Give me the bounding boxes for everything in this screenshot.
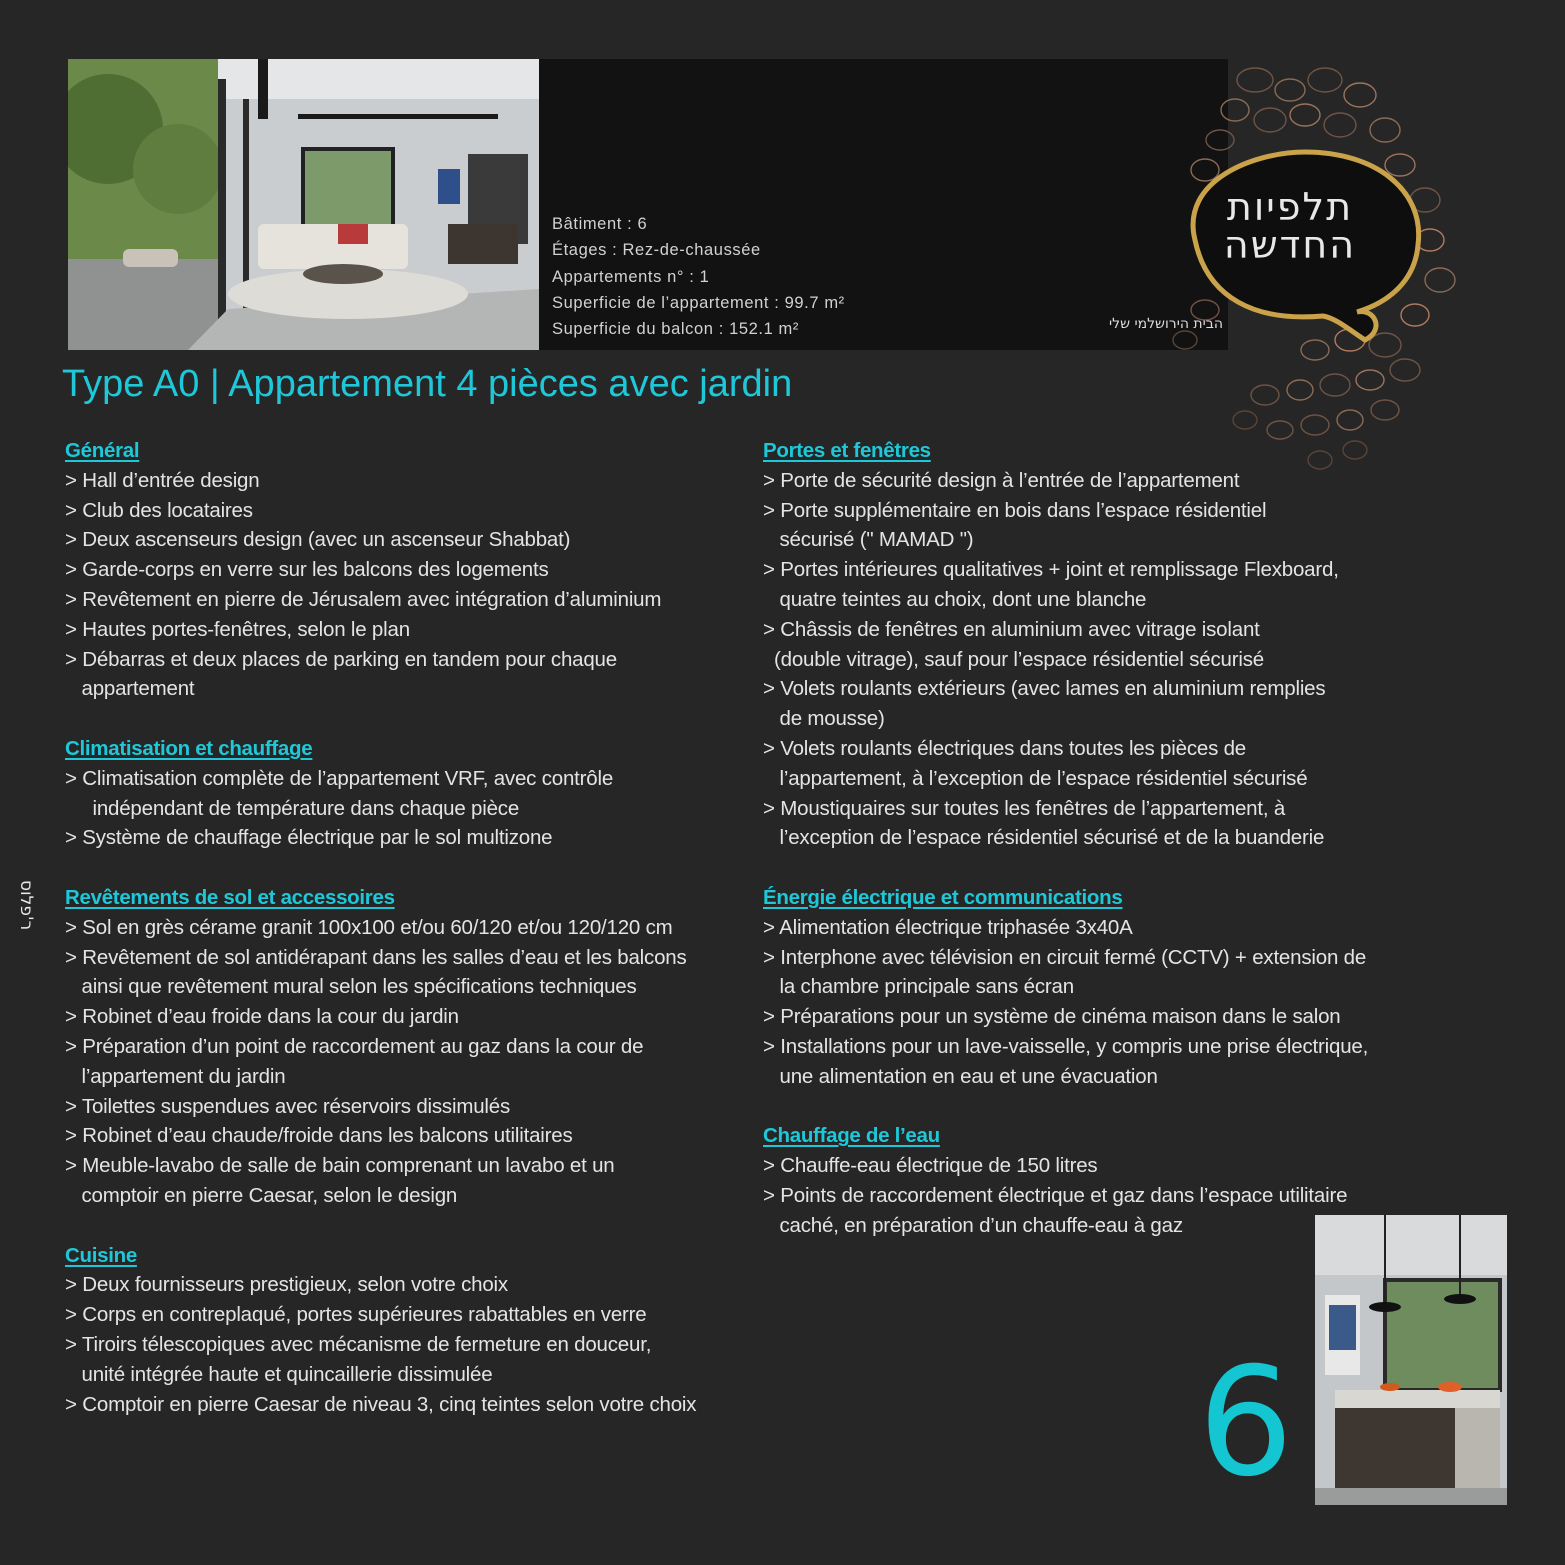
- list-item: > Châssis de fenêtres en aluminium avec vitrage isolant: [763, 617, 1260, 641]
- list-item: ainsi que revêtement mural selon les spécifications techniques: [65, 975, 637, 999]
- list-item: > Chauffe-eau électrique de 150 litres: [763, 1154, 1098, 1178]
- list-item: caché, en préparation d’un chauffe-eau à gaz: [763, 1213, 1183, 1237]
- list-item: > Installations pour un lave-vaisselle, y compris une prise électrique,: [763, 1034, 1369, 1058]
- list-item: > Points de raccordement électrique et gaz dans l’espace utilitaire: [763, 1183, 1348, 1207]
- section-kitchen: [65, 1241, 745, 1420]
- section-climatisation: [65, 734, 745, 853]
- list-item: > Toilettes suspendues avec réservoirs dissimulés: [65, 1094, 511, 1118]
- spec-apartment-number: Appartements n° : 1: [552, 267, 710, 286]
- side-brand-label: ר'פלוס: [16, 880, 36, 931]
- section-heading: Chauffage de l’eau: [763, 1124, 940, 1148]
- kitchen-photo: [1315, 1215, 1507, 1505]
- list-item: > Volets roulants extérieurs (avec lames en aluminium remplies: [763, 677, 1326, 701]
- list-item: > Portes intérieures qualitatives + joint et remplissage Flexboard,: [763, 558, 1339, 582]
- living-room-illustration: [68, 59, 539, 350]
- spec-floors: Étages : Rez-de-chaussée: [552, 241, 761, 260]
- section-heading: Cuisine: [65, 1243, 137, 1267]
- list-item: l’appartement du jardin: [65, 1064, 286, 1088]
- list-item: > Robinet d’eau chaude/froide dans les balcons utilitaires: [65, 1124, 573, 1148]
- right-column: [763, 436, 1423, 1270]
- list-item: la chambre principale sans écran: [763, 975, 1074, 999]
- list-item: comptoir en pierre Caesar, selon le design: [65, 1183, 458, 1207]
- page-title: Type A0 | Appartement 4 pièces avec jardin: [62, 363, 793, 405]
- section-heading: Revêtements de sol et accessoires: [65, 885, 395, 909]
- section-electrical: [763, 883, 1423, 1092]
- list-item: > Club des locataires: [65, 498, 253, 522]
- left-column: [65, 436, 745, 1449]
- list-item: > Garde-corps en verre sur les balcons des logements: [65, 558, 549, 582]
- list-item: l’appartement, à l’exception de l’espace résidentiel sécurisé: [763, 766, 1308, 790]
- section-heading: Portes et fenêtres: [763, 439, 931, 462]
- list-item: > Sol en grès cérame granit 100x100 et/ou 60/120 et/ou 120/120 cm: [65, 915, 673, 939]
- section-general: [65, 436, 745, 704]
- list-item: > Tiroirs télescopiques avec mécanisme de fermeture en douceur,: [65, 1332, 652, 1356]
- page-number: 6: [1198, 1336, 1294, 1510]
- section-heading: Général: [65, 439, 140, 462]
- list-item: > Débarras et deux places de parking en tandem pour chaque: [65, 647, 617, 671]
- list-item: > Porte supplémentaire en bois dans l’espace résidentiel: [763, 498, 1267, 522]
- list-item: > Hautes portes-fenêtres, selon le plan: [65, 617, 410, 641]
- list-item: > Robinet d’eau froide dans la cour du jardin: [65, 1005, 459, 1029]
- list-item: appartement: [65, 677, 195, 701]
- list-item: > Revêtement en pierre de Jérusalem avec intégration d’aluminium: [65, 587, 662, 611]
- list-item: > Alimentation électrique triphasée 3x40A: [763, 915, 1133, 939]
- list-item: > Meuble-lavabo de salle de bain comprenant un lavabo et un: [65, 1154, 615, 1178]
- list-item: > Préparation d’un point de raccordement au gaz dans la cour de: [65, 1034, 644, 1058]
- spec-apartment-area: Superficie de l’appartement : 99.7 m²: [552, 293, 845, 312]
- section-flooring: [65, 883, 745, 1211]
- kitchen-illustration: [1315, 1215, 1507, 1505]
- list-item: > Préparations pour un système de cinéma maison dans le salon: [763, 1005, 1341, 1029]
- list-item: unité intégrée haute et quincaillerie dissimulée: [65, 1362, 493, 1386]
- list-item: de mousse): [763, 707, 885, 731]
- list-item: > Hall d’entrée design: [65, 468, 260, 492]
- list-item: une alimentation en eau et une évacuation: [763, 1064, 1158, 1088]
- spec-balcony-area: Superficie du balcon : 152.1 m²: [552, 320, 799, 339]
- list-item: sécurisé (" MAMAD "): [763, 528, 974, 552]
- list-item: quatre teintes au choix, dont une blanche: [763, 587, 1147, 611]
- logo-line-1: תלפיות: [1226, 185, 1354, 229]
- list-item: l’exception de l’espace résidentiel sécurisé et de la buanderie: [763, 826, 1325, 850]
- list-item: > Climatisation complète de l’appartement VRF, avec contrôle: [65, 766, 614, 790]
- section-doors-windows: [763, 436, 1423, 853]
- list-item: > Deux fournisseurs prestigieux, selon votre choix: [65, 1273, 508, 1297]
- list-item: > Interphone avec télévision en circuit fermé (CCTV) + extension de: [763, 945, 1367, 969]
- list-item: > Comptoir en pierre Caesar de niveau 3, cinq teintes selon votre choix: [65, 1392, 697, 1416]
- logo-text: [1190, 185, 1390, 267]
- logo-tagline: הבית הירושלמי שלי: [1109, 316, 1223, 332]
- spec-building: Bâtiment : 6: [552, 215, 648, 233]
- section-heading: Climatisation et chauffage: [65, 736, 313, 760]
- list-item: > Volets roulants électriques dans toutes les pièces de: [763, 736, 1247, 760]
- list-item: indépendant de température dans chaque pièce: [65, 796, 520, 820]
- list-item: (double vitrage), sauf pour l’espace résidentiel sécurisé: [763, 647, 1264, 671]
- list-item: > Deux ascenseurs design (avec un ascenseur Shabbat): [65, 528, 571, 552]
- apartment-specs: [552, 211, 845, 342]
- list-item: > Porte de sécurité design à l’entrée de l’appartement: [763, 468, 1240, 492]
- logo-line-2: החדשה: [1223, 223, 1357, 267]
- list-item: > Système de chauffage électrique par le sol multizone: [65, 826, 553, 850]
- list-item: > Revêtement de sol antidérapant dans les salles d’eau et les balcons: [65, 945, 687, 969]
- section-heading: Énergie électrique et communications: [763, 885, 1123, 909]
- living-room-photo: [68, 59, 539, 350]
- list-item: > Corps en contreplaqué, portes supérieures rabattables en verre: [65, 1303, 647, 1327]
- list-item: > Moustiquaires sur toutes les fenêtres de l’appartement, à: [763, 796, 1286, 820]
